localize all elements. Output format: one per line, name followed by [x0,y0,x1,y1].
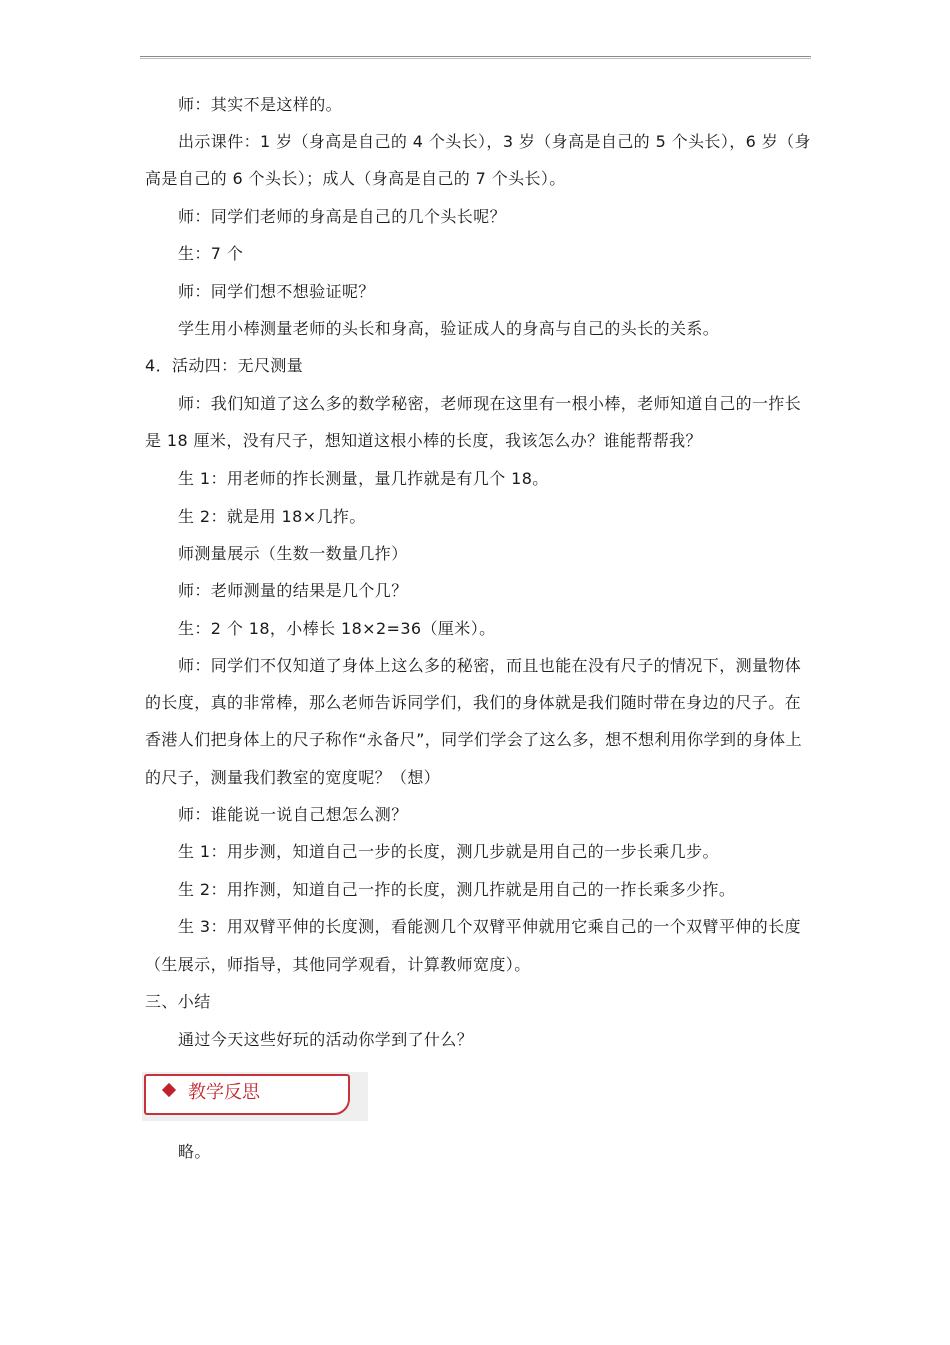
paragraph-line: 生 2：用拃测，知道自己一拃的长度，测几拃就是用自己的一拃长乘多少拃。 [178,880,736,899]
paragraph-line: 出示课件：1 岁（身高是自己的 4 个头长），3 岁（身高是自己的 5 个头长），6 岁（身 [178,132,811,151]
paragraph-line: 高是自己的 6 个头长）；成人（身高是自己的 7 个头长）。 [145,169,566,188]
paragraph-line: 师测量展示（生数一数量几拃） [178,544,408,563]
paragraph-line: 师：老师测量的结果是几个几？ [178,581,408,600]
paragraph-line: 师：谁能说一说自己想怎么测？ [178,805,408,824]
paragraph-line: 是 18 厘米，没有尺子，想知道这根小棒的长度，我该怎么办？谁能帮帮我？ [145,431,702,450]
paragraph-line: 生 2：就是用 18×几拃。 [178,507,366,526]
reflection-heading: 教学反思 [188,1082,260,1103]
reflection-heading-frame [144,1074,350,1115]
closing-text: 略。 [178,1142,211,1161]
diamond-icon [162,1083,176,1097]
paragraph-line: 师：同学们想不想验证呢？ [178,282,375,301]
paragraph-line: 生：2 个 18，小棒长 18×2=36（厘米）。 [178,619,496,638]
paragraph-line: 师：我们知道了这么多的数学秘密，老师现在这里有一根小棒，老师知道自己的一拃长 [178,394,802,413]
section-title: 4．活动四：无尺测量 [145,356,304,375]
paragraph-line: 生 1：用老师的拃长测量，量几拃就是有几个 18。 [178,469,549,488]
paragraph-line: 师：同学们不仅知道了身体上这么多的秘密，而且也能在没有尺子的情况下，测量物体 [178,656,802,675]
paragraph-line: 生 1：用步测，知道自己一步的长度，测几步就是用自己的一步长乘几步。 [178,842,719,861]
paragraph-line: 师：其实不是这样的。 [178,95,343,114]
paragraph-line: 生：7 个 [178,244,244,263]
paragraph-line: 的长度，真的非常棒，那么老师告诉同学们，我们的身体就是我们随时带在身边的尺子。在 [145,693,802,712]
paragraph-line: 生 3：用双臂平伸的长度测，看能测几个双臂平伸就用它乘自己的一个双臂平伸的长度 [178,917,801,936]
section-title: 三、小结 [145,992,211,1011]
paragraph-line: （生展示，师指导，其他同学观看，计算教师宽度）。 [145,955,531,974]
header-rule [140,56,811,59]
paragraph-line: 通过今天这些好玩的活动你学到了什么？ [178,1030,474,1049]
paragraph-line: 师：同学们老师的身高是自己的几个头长呢？ [178,207,507,226]
reflection-heading-box [142,1072,368,1121]
paragraph-line: 香港人们把身体上的尺子称作“永备尺”，同学们学会了这么多，想不想利用你学到的身体上 [145,730,802,749]
paragraph-line: 的尺子，测量我们教室的宽度呢？（想） [145,768,441,787]
paragraph-line: 学生用小棒测量老师的头长和身高，验证成人的身高与自己的头长的关系。 [178,319,720,338]
